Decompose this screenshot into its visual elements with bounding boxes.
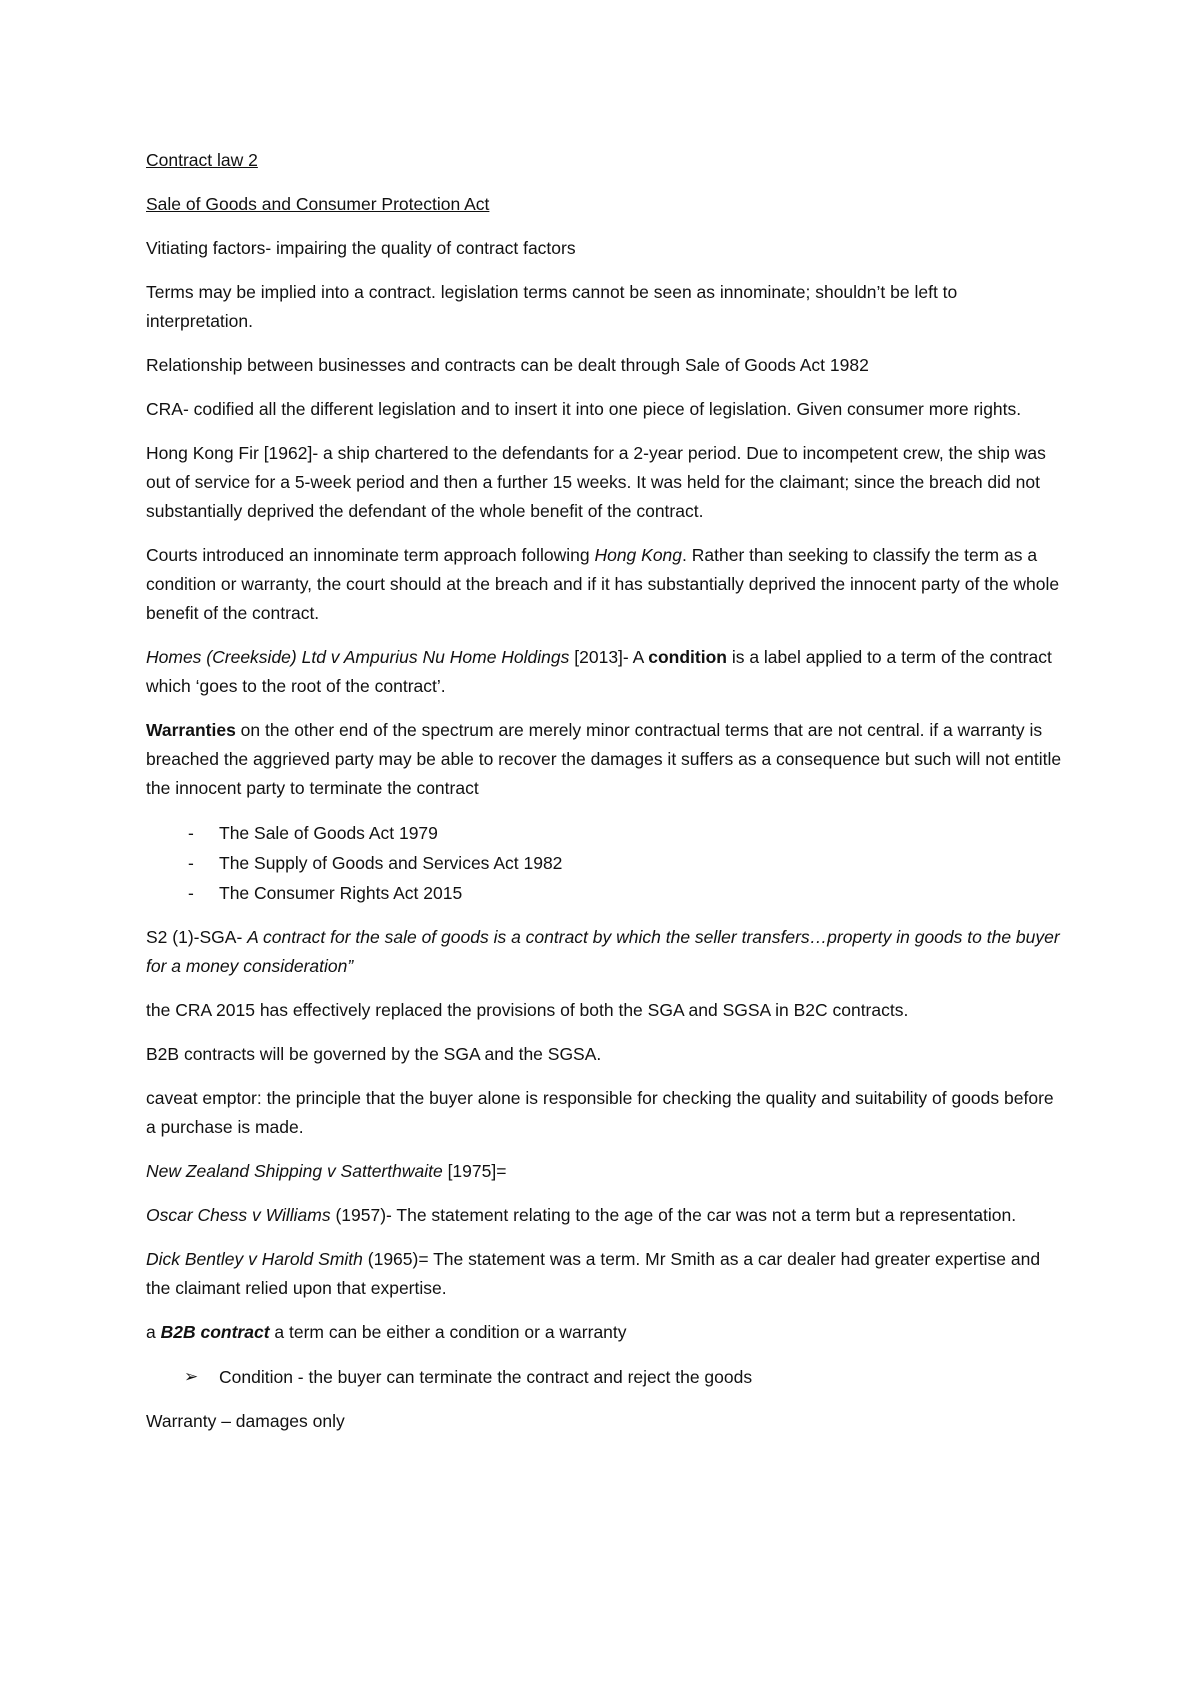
paragraph-new-zealand-shipping	[146, 1157, 1066, 1186]
case-name-italic: New Zealand Shipping v Satterthwaite	[146, 1161, 443, 1181]
text-run: (1965)= The statement was a term. Mr Smith as a car dealer had greater expertise and the claimant relied upon that expertise.	[146, 1249, 1041, 1298]
text-run: (1957)- The statement relating to the age of the car was not a term but a representation.	[330, 1205, 1017, 1225]
text-run: S2 (1)-SGA-	[146, 927, 248, 947]
case-name-italic: Homes (Creekside) Ltd v Ampurius Nu Home Holdings	[146, 647, 570, 667]
list-item-text: Condition - the buyer can terminate the contract and reject the goods	[219, 1367, 753, 1387]
dash-bullet: -	[188, 883, 194, 903]
text-run: Courts introduced an innominate term approach following	[146, 545, 595, 565]
list-item	[146, 1362, 1066, 1392]
paragraph-implied-terms: Terms may be implied into a contract. legislation terms cannot be seen as innominate; shouldn’t be left to interpretation.	[146, 282, 958, 331]
text-run: [2013]- A	[569, 647, 649, 667]
text-run: on the other end of the spectrum are merely minor contractual terms that are not central. if a warranty is breached the aggrieved party may be able to recover the damages it suffers as a consequence but such will not entitle the innocent party to terminate the contract	[146, 720, 1062, 798]
dash-bullet: -	[188, 823, 194, 843]
list-item-text: The Supply of Goods and Services Act 1982	[219, 853, 563, 873]
bold-term: condition	[648, 647, 727, 667]
list-item	[146, 878, 1066, 908]
paragraph-vitiating-factors: Vitiating factors- impairing the quality of contract factors	[146, 238, 576, 258]
arrow-bullet-icon: ➢	[184, 1367, 199, 1386]
quoted-definition-italic: A contract for the sale of goods is a contract by which the seller transfers…property in goods to the buyer for a money consideration”	[146, 927, 1060, 976]
paragraph-s2-sga	[146, 923, 1066, 981]
paragraph-oscar-chess	[146, 1201, 1066, 1230]
paragraph-dick-bentley	[146, 1245, 1066, 1303]
case-name-italic: Dick Bentley v Harold Smith	[146, 1249, 363, 1269]
paragraph-relationship: Relationship between businesses and contracts can be dealt through Sale of Goods Act 1982	[146, 355, 869, 375]
list-item-text: The Consumer Rights Act 2015	[219, 883, 463, 903]
list-item-text: The Sale of Goods Act 1979	[219, 823, 438, 843]
text-run: [1975]=	[442, 1161, 507, 1181]
paragraph-hong-kong-fir: Hong Kong Fir [1962]- a ship chartered to the defendants for a 2-year period. Due to incompetent crew, the ship was out of service for a 5-week period and then a further 15 weeks. It was held for the claimant; since the breach did not substantially deprived the defendant of the whole benefit of the contract.	[146, 443, 1046, 521]
text-run: a term can be either a condition or a warranty	[269, 1322, 627, 1342]
case-name-italic: Hong Kong	[594, 545, 683, 565]
acts-list	[146, 818, 1066, 908]
paragraph-cra: CRA- codified all the different legislation and to insert it into one piece of legislation. Given consumer more rights.	[146, 399, 1022, 419]
text-run: a	[146, 1322, 161, 1342]
bold-term: Warranties	[146, 720, 236, 740]
document-title: Contract law 2	[146, 150, 258, 170]
paragraph-innominate-approach	[146, 541, 1066, 628]
document-body	[146, 146, 1066, 1451]
text-run: is a label applied to a term of the contract which ‘goes to the root of the contract’.	[146, 647, 1052, 696]
list-item	[146, 848, 1066, 878]
paragraph-caveat-emptor: caveat emptor: the principle that the buyer alone is responsible for checking the quality and suitability of goods before a purchase is made.	[146, 1088, 1054, 1137]
paragraph-warranty-damages: Warranty – damages only	[146, 1411, 345, 1431]
paragraph-cra-replaced: the CRA 2015 has effectively replaced the provisions of both the SGA and SGSA in B2C contracts.	[146, 1000, 909, 1020]
condition-list	[146, 1362, 1066, 1392]
list-item	[146, 818, 1066, 848]
case-name-italic: Oscar Chess v Williams	[146, 1205, 331, 1225]
dash-bullet: -	[188, 853, 194, 873]
text-run: . Rather than seeking to classify the term as a condition or warranty, the court should at the breach and if it has substantially deprived the innocent party of the whole benefit of the contract.	[146, 545, 1060, 623]
paragraph-b2b-term	[146, 1318, 1066, 1347]
paragraph-warranties	[146, 716, 1066, 803]
paragraph-b2b-governed: B2B contracts will be governed by the SGA and the SGSA.	[146, 1044, 602, 1064]
document-subtitle: Sale of Goods and Consumer Protection Act	[146, 194, 490, 214]
bold-italic-term: B2B contract	[160, 1322, 270, 1342]
paragraph-homes-creekside	[146, 643, 1066, 701]
